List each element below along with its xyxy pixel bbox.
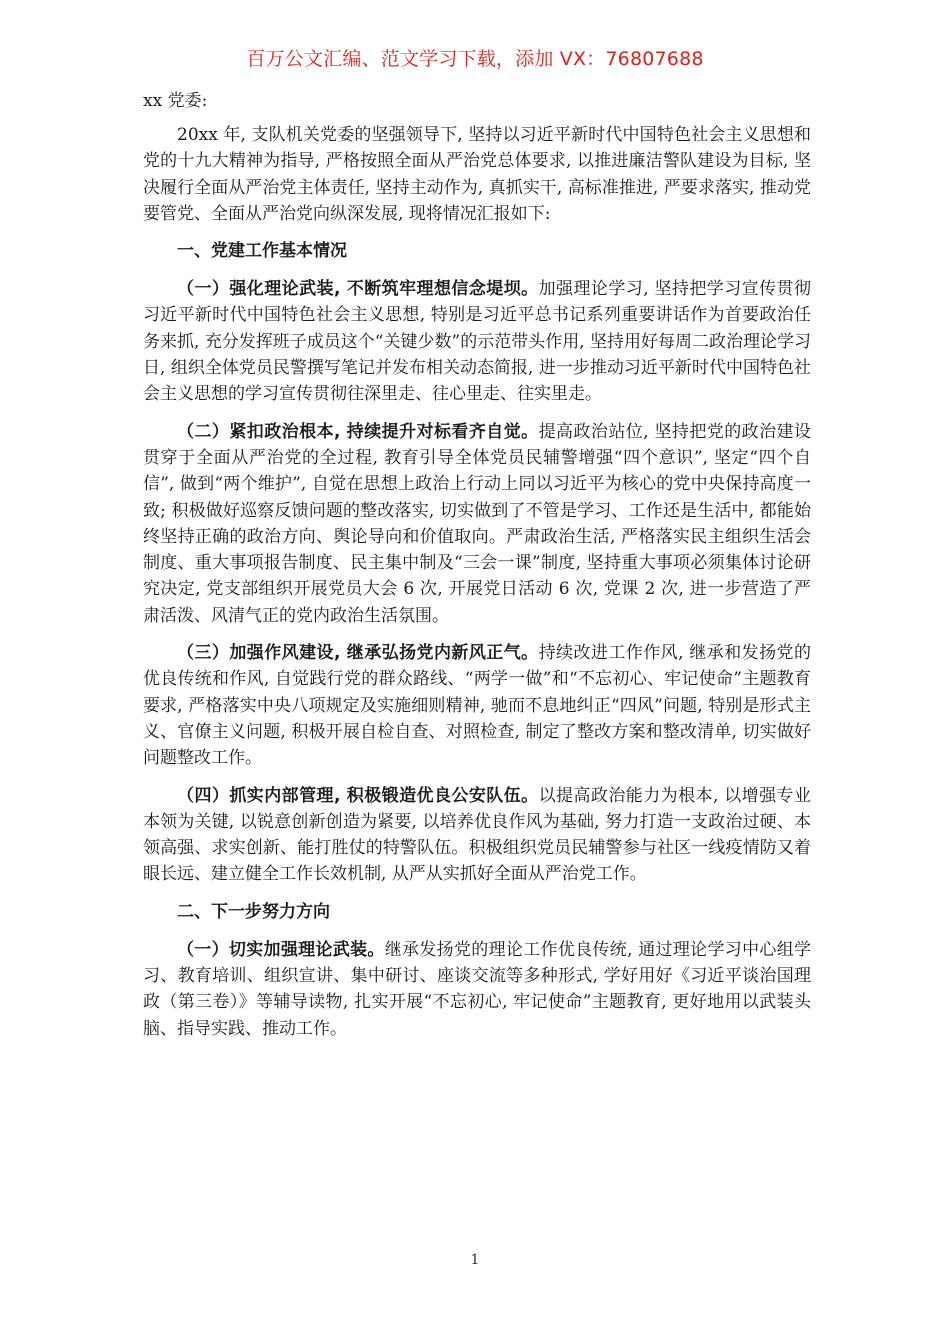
paragraph-body: 提高政治站位, 坚持把党的政治建设贯穿于全面从严治党的全过程, 教育引导全体党员民辅警增强“四个意识”, 坚定“四个自信”, 做到“两个维护”, 自觉在思想上政治上行动上同以习近平为核心的党中央保持高度一致; 积极做好巡察反馈问题的整改落实, 切实做到了不管是学习、工作还是生活中, 都能始终坚持正确的政治方向、舆论导向和价值取向。严肃政治生活, 严格落实民主组织生活会制度、重大事项报告制度、民主集中制及“三会一课”制度, 坚持重大事项必须集体讨论研究决定, 党支部组织开展党员大会 6 次, 开展党日活动 6 次, 党课 2 次, 进一步营造了严肃活泼、风清气正的党内政治生活氛围。 xyxy=(143,421,811,626)
paragraph-body: 持续改进工作作风, 继承和发扬党的优良传统和作风, 自觉践行党的群众路线、“两学一做”和“不忘初心、牢记使命”主题教育要求, 严格落实中央八项规定及实施细则精神, 驰而不息地纠正“四风”问题, 特别是形式主义、官僚主义问题, 积极开展自检自查、对照检查, 制定了整改方案和整改清单, 切实做好问题整改工作。 xyxy=(143,643,811,769)
paragraph-lead: （一）切实加强理论武装。 xyxy=(177,939,385,960)
paragraph xyxy=(143,640,811,771)
paragraph-body: 加强理论学习, 坚持把学习宣传贯彻习近平新时代中国特色社会主义思想, 特别是习近平总书记系列重要讲话作为首要政治任务来抓, 充分发挥班子成员这个“关键少数”的示范带头作用, 坚持用好每周二政治理论学习日, 组织全体党员民警撰写笔记并发布相关动态简报, 进一步推动习近平新时代中国特色社会主义思想的学习宣传贯彻往深里走、往心里走、往实里走。 xyxy=(143,279,811,405)
salutation: xx 党委: xyxy=(143,91,208,111)
paragraph-body: 以提高政治能力为根本, 以增强专业本领为关键, 以锐意创新创造为紧要, 以培养优良作风为基础, 努力打造一支政治过硬、本领高强、求实创新、能打胜仗的特警队伍。积极组织党员民辅警参与社区一线疫情防又着眼长远、建立健全工作长效机制, 从严从实抓好全面从严治党工作。 xyxy=(143,785,811,885)
section-heading-1: 一、党建工作基本情况 xyxy=(177,241,347,262)
paragraph xyxy=(143,783,811,888)
paragraph-body: 继承发扬党的理论工作优良传统, 通过理论学习中心组学习、教育培训、组织宣讲、集中研讨、座谈交流等多种形式, 学好用好《习近平谈治国理政（第三卷）》等辅导读物, 扎实开展“不忘初心, 牢记使命”主题教育, 更好地用以武装头脑、指导实践、推动工作。 xyxy=(143,939,811,1039)
paragraph xyxy=(143,419,811,629)
paragraph-lead: （四）抓实内部管理, 积极锻造优良公安队伍。 xyxy=(177,785,539,806)
document-body xyxy=(143,88,811,1053)
intro-paragraph: 20xx 年, 支队机关党委的坚强领导下, 坚持以习近平新时代中国特色社会主义思想和党的十九大精神为指导, 严格按照全面从严治党总体要求, 以推进廉洁警队建设为目标, 坚决履行全面从严治党主体责任, 坚持主动作为, 真抓实干, 高标准推进, 严要求落实, 推动党要管党、全面从严治党向纵深发展, 现将情况汇报如下: xyxy=(143,125,811,224)
section-heading-2: 二、下一步努力方向 xyxy=(177,901,330,922)
paragraph xyxy=(143,937,811,1042)
page-number: 1 xyxy=(470,1252,480,1268)
paragraph xyxy=(143,276,811,407)
paragraph-lead: （二）紧扣政治根本, 持续提升对标看齐自觉。 xyxy=(177,421,539,442)
paragraph-lead: （三）加强作风建设, 继承弘扬党内新风正气。 xyxy=(177,643,539,664)
download-banner: 百万公文汇编、范文学习下载，添加 VX：76807688 xyxy=(246,48,704,70)
paragraph-lead: （一）强化理论武装, 不断筑牢理想信念堤坝。 xyxy=(177,279,539,300)
